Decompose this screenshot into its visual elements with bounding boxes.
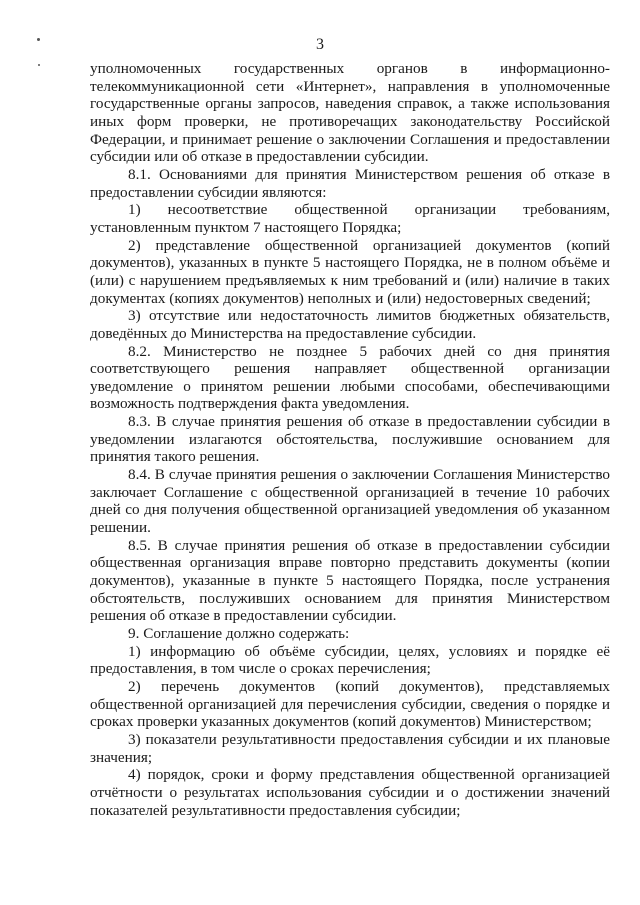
paragraph-8-1: 8.1. Основаниями для принятия Министерством решения об отказе в предоставлении субсидии являются:: [90, 165, 610, 201]
paragraph-8-4: 8.4. В случае принятия решения о заключении Соглашения Министерство заключает Соглашение с общественной организацией в течение 10 рабочих дней со дня получения общественной организацией уведомления об указанном решении.: [90, 466, 610, 537]
page-number: 3: [316, 36, 324, 53]
paragraph-continuation: уполномоченных государственных органов в информационно-телекоммуникационной сети «Интернет», направления в уполномоченные государственные органы запросов, наведения справок, а также использования иных форм проверки, не противоречащих законодательству Российской Федерации, и принимает решение о заключении Соглашения и предоставлении субсидии или об отказе в предоставлении субсидии.: [90, 60, 610, 166]
paragraph-9: 9. Соглашение должно содержать:: [128, 625, 350, 642]
list-item-9-4: 4) порядок, сроки и форму представления общественной организацией отчётности о результатах использования субсидии и о достижении значений показателей результативности предоставления субсидии;: [90, 766, 610, 819]
list-item-9-3: 3) показатели результативности предоставления субсидии и их плановые значения;: [90, 730, 610, 766]
scan-speck: [38, 64, 40, 66]
paragraph-8-3: 8.3. В случае принятия решения об отказе в предоставлении субсидии в уведомлении излагаются обстоятельства, послужившие основанием для принятия такого решения.: [90, 413, 610, 466]
list-item-8-1-1: 1) несоответствие общественной организации требованиям, установленным пунктом 7 настоящего Порядка;: [90, 201, 610, 236]
list-item-8-1-3: 3) отсутствие или недостаточность лимитов бюджетных обязательств, доведённых до Министерства на предоставление субсидии.: [90, 307, 610, 342]
list-item-9-1: 1) информацию об объёме субсидии, целях, условиях и порядке её предоставления, в том числе о сроках перечисления;: [90, 642, 610, 678]
paragraph-8-5: 8.5. В случае принятия решения об отказе в предоставлении субсидии общественная организация вправе повторно представить документы (копии документов), указанные в пункте 5 настоящего Порядка, после устранения обстоятельств, послуживших основанием для принятия Министерством решения об отказе в предоставлении субсидии.: [90, 536, 610, 625]
list-item-9-2: 2) перечень документов (копий документов), представляемых общественной организацией для перечисления субсидии, сведения о порядке и сроках проверки указанных документов (копий документов) Министерством;: [90, 677, 610, 731]
list-item-8-1-2: 2) представление общественной организацией документов (копий документов), указанных в пункте 5 настоящего Порядка, не в полном объёме и (или) с нарушением предъявляемых к ним требований и (или) наличие в таких документах (копиях документов) неполных и (или) недостоверных сведений;: [90, 236, 610, 307]
document-body: [90, 60, 610, 819]
paragraph-8-2: 8.2. Министерство не позднее 5 рабочих дней со дня принятия соответствующего решения направляет общественной организации уведомление о принятом решении любыми способами, обеспечивающими возможность подтверждения факта уведомления.: [90, 342, 610, 413]
